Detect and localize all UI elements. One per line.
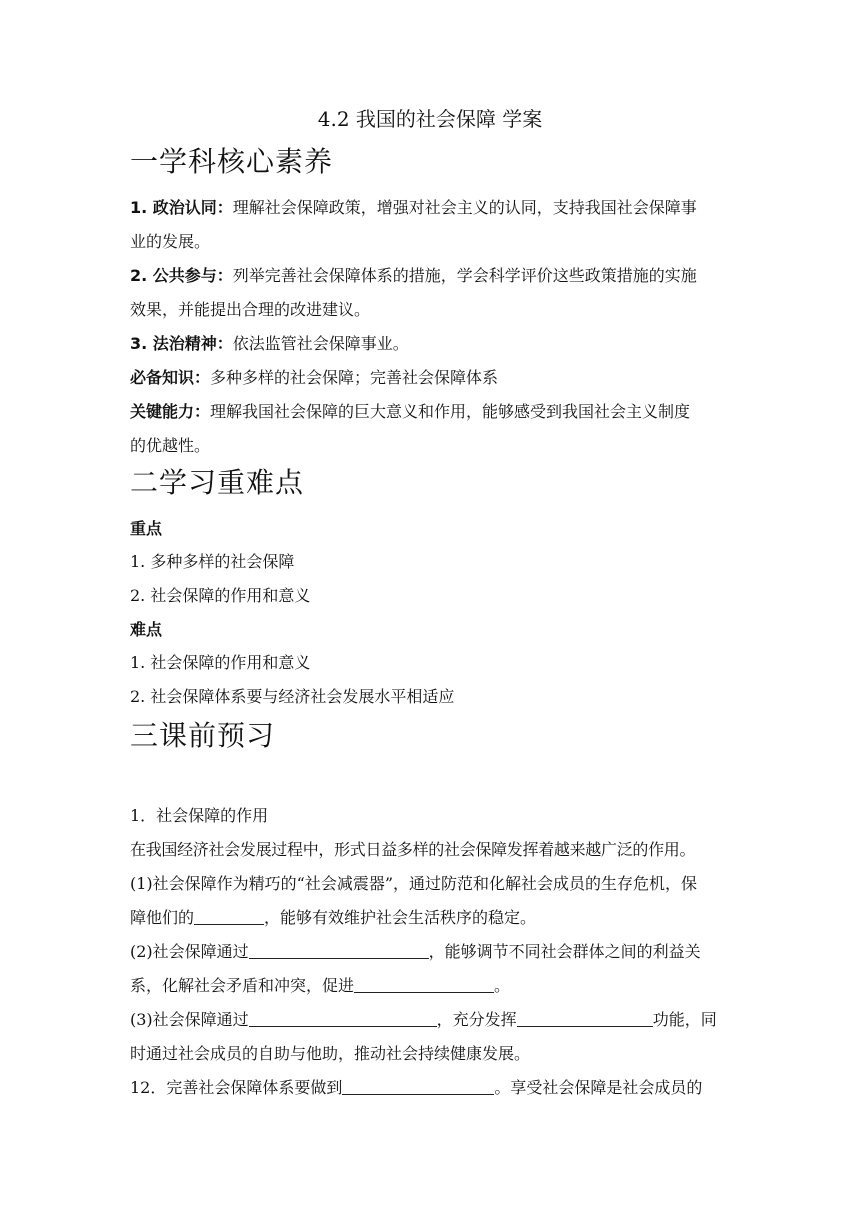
text-public-participation: 列举完善社会保障体系的措施，学会科学评价这些政策措施的实施 [232,266,697,285]
text-fragment: 系，化解社会矛盾和冲突，促进 [130,976,355,995]
text-fragment: 。 [494,976,511,995]
section-heading-preview: 三课前预习 [130,719,276,752]
paragraph-public-participation [130,259,740,293]
label-political-identity: 1. 政治认同： [130,198,233,217]
difficulty-1: 1. 社会保障的作用和意义 [130,653,311,672]
document-title: 4.2 我国的社会保障 学案 [317,107,543,131]
key-point-2: 2. 社会保障的作用和意义 [130,586,311,605]
answer-blank[interactable] [354,974,494,993]
label-key-ability: 关键能力： [130,402,211,421]
section-heading-core-literacy: 一学科核心素养 [130,145,334,178]
key-point-1: 1. 多种多样的社会保障 [130,552,295,571]
answer-blank[interactable] [342,1076,494,1095]
text-fragment: ，能够调节不同社会群体之间的利益关 [428,942,701,961]
answer-blank[interactable] [249,1008,437,1027]
label-key-points: 重点 [130,519,163,538]
paragraph-political-identity-cont: 业的发展。 [130,232,211,251]
text-political-identity: 理解社会保障政策，增强对社会主义的认同，支持我国社会保障事 [232,198,697,217]
question-1-part-2 [130,935,740,969]
question-1-title: 1．社会保障的作用 [130,806,269,825]
question-1-part-3-cont: 时通过社会成员的自助与他助，推动社会持续健康发展。 [130,1044,531,1063]
text-fragment: 障他们的 [130,908,195,927]
text-fragment: ，充分发挥 [436,1010,517,1029]
label-rule-of-law: 3. 法治精神： [130,334,233,353]
paragraph-key-ability [130,395,740,429]
difficulty-2: 2. 社会保障体系要与经济社会发展水平相适应 [130,687,455,706]
question-2 [130,1071,740,1105]
paragraph-public-participation-cont: 效果，并能提出合理的改进建议。 [130,300,371,319]
paragraph-political-identity [130,191,740,225]
answer-blank[interactable] [517,1008,653,1027]
paragraph-key-ability-cont: 的优越性。 [130,436,211,455]
question-1-intro: 在我国经济社会发展过程中，形式日益多样的社会保障发挥着越来越广泛的作用。 [130,840,696,859]
paragraph-rule-of-law [130,327,740,361]
text-required-knowledge: 多种多样的社会保障；完善社会保障体系 [210,368,499,387]
question-1-part-2-cont [130,969,740,1003]
text-fragment: 12．完善社会保障体系要做到 [130,1078,343,1097]
question-1-part-1: (1)社会保障作为精巧的“社会减震器”，通过防范和化解社会成员的生存危机，保 [130,874,698,893]
question-1-part-3 [130,1003,740,1037]
label-difficulties: 难点 [130,620,163,639]
text-rule-of-law: 依法监管社会保障事业。 [232,334,409,353]
section-heading-key-difficulties: 二学习重难点 [130,466,305,499]
answer-blank[interactable] [249,940,429,959]
paragraph-required-knowledge [130,361,740,395]
label-public-participation: 2. 公共参与： [130,266,233,285]
question-1-part-1-cont [130,901,740,935]
text-fragment: ，能够有效维护社会生活秩序的稳定。 [264,908,537,927]
label-required-knowledge: 必备知识： [130,368,211,387]
text-fragment: (2)社会保障通过 [130,942,249,961]
text-fragment: 。享受社会保障是社会成员的 [494,1078,703,1097]
text-fragment: 功能，同 [652,1010,717,1029]
answer-blank[interactable] [194,906,264,925]
text-key-ability: 理解我国社会保障的巨大意义和作用，能够感受到我国社会主义制度 [210,402,691,421]
text-fragment: (3)社会保障通过 [130,1010,249,1029]
